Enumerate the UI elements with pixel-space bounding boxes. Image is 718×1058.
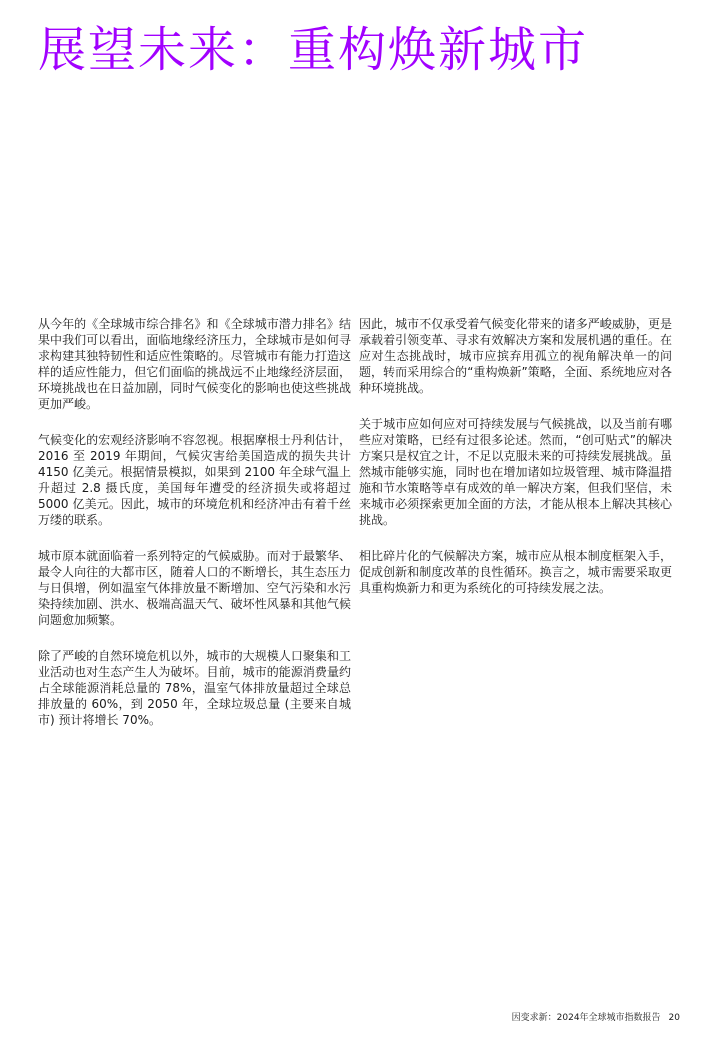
- paragraph: 气候变化的宏观经济影响不容忽视。根据摩根士丹利估计，2016 至 2019 年期间，气候灾害给美国造成的损失共计 4150 亿美元。根据情景模拟，如果到 2100 年全球气温上升超过 2.8 摄氏度，美国每年遭受的经济损失或将超过 5000 亿美元。因此，城市的环境危机和经济冲击有着千丝万缕的联系。: [38, 433, 351, 527]
- page-number: 20: [668, 1013, 680, 1023]
- page-title: 展望未来：重构焕新城市: [38, 22, 589, 78]
- left-column: [38, 316, 351, 748]
- paragraph: 因此，城市不仅承受着气候变化带来的诸多严峻威胁，更是承载着引领变革、寻求有效解决方案和发展机遇的重任。在应对生态挑战时，城市应摈弃用孤立的视角解决单一的问题，转而采用综合的“重构焕新”策略，全面、系统地应对各种环境挑战。: [359, 317, 672, 395]
- paragraph: 相比碎片化的气候解决方案，城市应从根本制度框架入手，促成创新和制度改革的良性循环。换言之，城市需要采取更具重构焕新力和更为系统化的可持续发展之法。: [359, 549, 672, 595]
- paragraph: 城市原本就面临着一系列特定的气候威胁。而对于最繁华、最令人向往的大都市区，随着人口的不断增长，其生态压力与日俱增，例如温室气体排放量不断增加、空气污染和水污染持续加剧、洪水、极端高温天气、破坏性风暴和其他气候问题愈加频繁。: [38, 549, 351, 627]
- paragraph: 从今年的《全球城市综合排名》和《全球城市潜力排名》结果中我们可以看出，面临地缘经济压力，全球城市是如何寻求构建其独特韧性和适应性策略的。尽管城市有能力打造这样的适应性能力，但它们面临的挑战远不止地缘经济层面，环境挑战也在日益加剧，同时气候变化的影响也使这些挑战更加严峻。: [38, 317, 351, 411]
- page-footer: [512, 1010, 680, 1023]
- paragraph: 关于城市应如何应对可持续发展与气候挑战，以及当前有哪些应对策略，已经有过很多论述。然而，“创可贴式”的解决方案只是权宜之计，不足以克服未来的可持续发展挑战。虽然城市能够实施，同时也在增加诸如垃圾管理、城市降温措施和节水策略等卓有成效的单一解决方案，但我们坚信，未来城市必须探索更加全面的方法，才能从根本上解决其核心挑战。: [359, 417, 672, 527]
- right-column: [359, 316, 672, 616]
- paragraph: 除了严峻的自然环境危机以外，城市的大规模人口聚集和工业活动也对生态产生人为破坏。目前，城市的能源消费量约占全球能源消耗总量的 78%，温室气体排放量超过全球总排放量的 60%，到 2050 年，全球垃圾总量 (主要来自城市) 预计将增长 70%。: [38, 649, 351, 727]
- footer-report-title: 因变求新：2024年全球城市指数报告: [511, 1013, 661, 1023]
